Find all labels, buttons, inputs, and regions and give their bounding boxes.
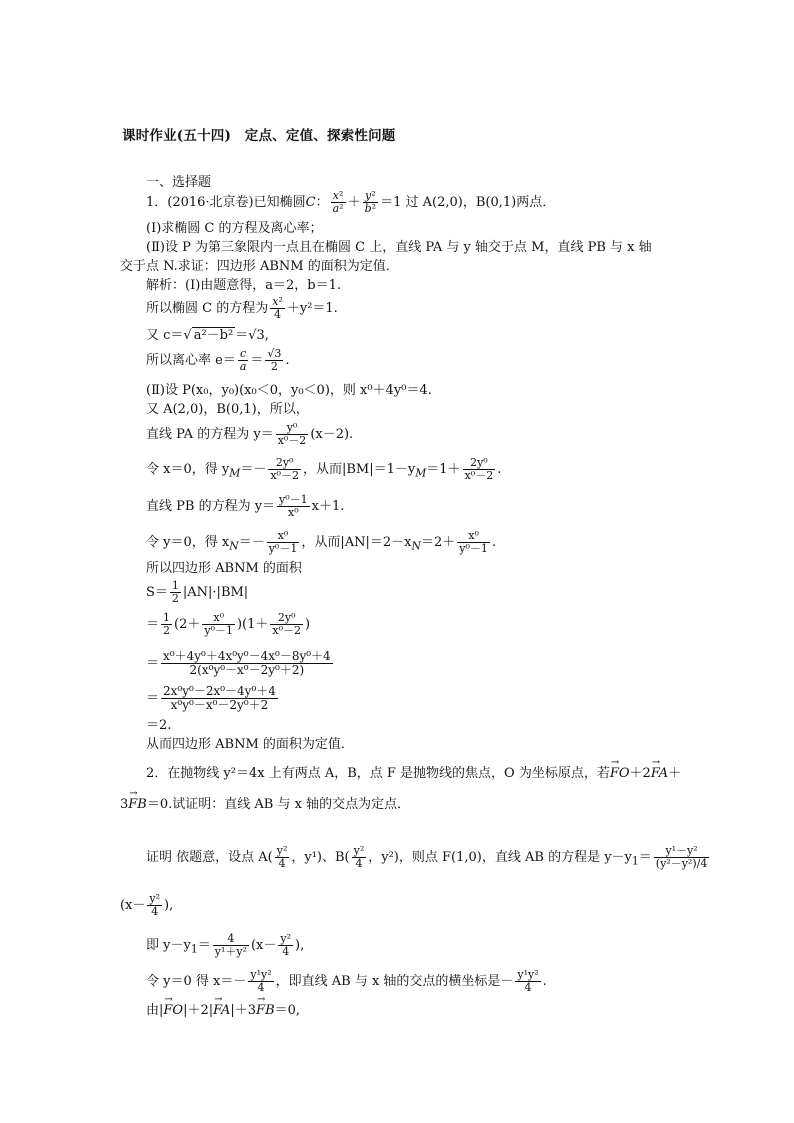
problem-1-part-1: (Ⅰ)求椭圆 C 的方程及离心率； — [146, 221, 323, 236]
proof-line-4: 令 y＝0 得 x＝－ $\frac{\text{y¹y²}}{4}$ ，即直线 AB 与 x 轴的交点的横坐标是－ $\frac{\text{y¹y²}}{4}$ . — [146, 968, 547, 994]
solution-conclusion: 从而四边形 ABNM 的面积为定值． — [146, 737, 354, 752]
solution-line-6: 又 A(2,0)，B(0,1)，所以， — [146, 402, 309, 417]
solution-line-1: 解析：(Ⅰ)由题意得，a＝2，b＝1. — [146, 278, 342, 293]
solution-line-7: 直线 PA 的方程为 y＝ $\frac{\text{y⁰}}{\text{x⁰－2}}$ (x－2). — [146, 421, 354, 447]
solution-line-16: ＝2. — [146, 718, 172, 733]
problem-1-part-2: (Ⅱ)设 P 为第三象限内一点且在椭圆 C 上，直线 PA 与 y 轴交于点 M，直线 PB 与 x 轴 — [146, 240, 652, 255]
problem-2-statement: 2．在抛物线 y²＝4x 上有两点 A，B，点 F 是抛物线的焦点，O 为坐标原点，若→ FO＋2→ FA＋ — [146, 766, 681, 782]
solution-line-12: S＝ $\frac{1}{2}$ |AN|·|BM| — [146, 579, 249, 605]
solution-line-5: (Ⅱ)设 P(x₀，y₀)(x₀＜0，y₀＜0)，则 x⁰＋4y⁰＝4. — [146, 383, 432, 398]
proof-line-3: 即 $y-y_1=$ $\frac{4}{\text{y¹＋y²}}$ (x－ $\frac{\text{y²}}{4}$ ), — [146, 932, 305, 958]
problem-2-statement-cont: 3→ FB＝0.试证明：直线 AB 与 x 轴的交点为定点． — [120, 797, 410, 813]
solution-line-4: 所以离心率 e＝ $\frac{c}{a}$ ＝ $\frac{√3}{2}$ . — [146, 347, 290, 373]
solution-line-2: 所以椭圆 C 的方程为 $\frac{\text{x²}}{4}$ ＋y²＝1. — [146, 295, 338, 321]
solution-line-11: 所以四边形 ABNM 的面积 — [146, 561, 302, 576]
page-title: 课时作业(五十四) 定点、定值、探索性问题 — [122, 128, 396, 144]
solution-line-8: 令 x＝0，得 $y_M=-$ $\frac{\text{2y⁰}}{\text{x⁰－2}}$ ，从而$|BM|=1-y_M=1+$ $\frac{\text{2y⁰}}{\text{x⁰－2}}$ . — [146, 456, 502, 482]
proof-line-5: 由|→ FO|＋2|→ FA|＋3→ FB＝0, — [146, 1003, 300, 1019]
proof-line-1: 证明 依题意，设点 A( $\frac{\text{y²}}{4}$ ，y¹)、B( $\frac{\text{y²}}{4}$ ，y²)，则点 F(1,0)，直线 AB 的方程是 $y-y_1=$ $\frac{\text{y¹－y²}}{\text{(y²－y²)/4}}$ — [146, 844, 708, 870]
solution-line-14: ＝ $\frac{\text{x⁰＋4y⁰＋4x⁰y⁰－4x⁰－8y⁰＋4}}{\text{2(x⁰y⁰－x⁰－2y⁰＋2)}}$ — [146, 649, 331, 677]
solution-line-10: 令 y＝0，得 $x_N=-$ $\frac{\text{x⁰}}{\text{y⁰－1}}$ ，从而$|AN|=2-x_N=2+$ $\frac{\text{x⁰}}{\text{y⁰－1}}$ . — [146, 529, 497, 555]
problem-1-part-2-cont: 交于点 N.求证：四边形 ABNM 的面积为定值． — [120, 259, 399, 274]
solution-line-15: ＝ $\frac{\text{2x⁰y⁰－2x⁰－4y⁰＋4}}{\text{x⁰y⁰－x⁰－2y⁰＋2}}$ — [146, 684, 276, 712]
solution-line-3: 又 c＝√ a²－b² ＝√3, — [146, 328, 269, 343]
solution-line-9: 直线 PB 的方程为 y＝ $\frac{\text{y⁰－1}}{\text{x⁰}}$ x＋1. — [146, 493, 345, 519]
proof-line-2: (x－ $\frac{\text{y²}}{4}$ ), — [120, 892, 174, 918]
problem-1-statement: 1．(2016·北京卷)已知椭圆C： $\frac{\text{x²}}{\text{a²}}$ ＋ $\frac{\text{y²}}{\text{b²}}$ ＝1 过 A(2,0)，B(0,1)两点． — [146, 189, 556, 215]
section-heading: 一、选择题 — [146, 175, 212, 190]
solution-line-13: ＝ $\frac{1}{2}$ (2＋ $\frac{\text{x⁰}}{\text{y⁰－1}}$ )(1＋ $\frac{\text{2y⁰}}{\text{x⁰－2}}$ ) — [146, 611, 311, 637]
